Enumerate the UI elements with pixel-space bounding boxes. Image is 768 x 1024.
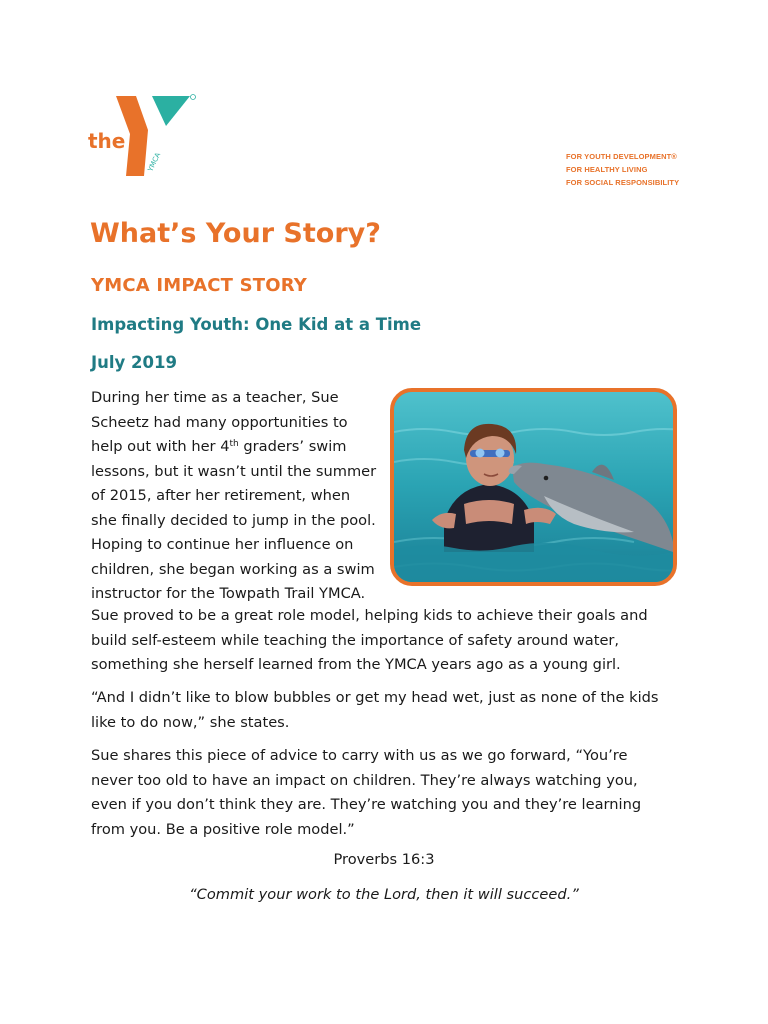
story-paragraph-1 [91, 386, 386, 607]
p3-line-2: never too old to have an impact on children. They’re always watching you, [91, 771, 638, 789]
logo-small-text: YMCA [146, 151, 163, 173]
logo-word: the [88, 129, 126, 153]
verse-reference: Proverbs 16:3 [333, 851, 435, 868]
ordinal-suffix: th [229, 439, 239, 449]
story-paragraph-1-continued [91, 604, 691, 678]
p3-line-4: from you. Be a positive role model.” [91, 820, 355, 838]
tagline-line-2: FOR HEALTHY LIVING [566, 165, 648, 174]
p1-line-6: she finally decided to jump in the pool. [91, 511, 376, 529]
tagline-line-3: FOR SOCIAL RESPONSIBILITY [566, 178, 680, 187]
story-photo [390, 388, 677, 586]
story-paragraph-3 [91, 744, 691, 842]
tagline [566, 150, 746, 189]
p1-line-8: children, she began working as a swim [91, 560, 375, 578]
p1c-line-1: Sue proved to be a great role model, helping kids to achieve their goals and [91, 607, 648, 624]
photo-woman-with-dolphin-icon [394, 392, 673, 582]
p2-line-2: like to do now,” she states. [91, 713, 290, 731]
tagline-line-1: FOR YOUTH DEVELOPMENT® [566, 152, 677, 161]
p1-line-2: Scheetz had many opportunities to [91, 413, 348, 431]
p1-line-5: of 2015, after her retirement, when [91, 487, 351, 504]
p1-line-3: help out with her 4th graders’ swim [91, 438, 347, 455]
story-paragraph-2 [91, 686, 691, 735]
p1-line-4: lessons, but it wasn’t until the summer [91, 462, 377, 480]
ymca-logo [86, 90, 198, 180]
verse-text: “Commit your work to the Lord, then it will succeed.” [189, 886, 579, 903]
story-headline: Impacting Youth: One Kid at a Time [91, 315, 422, 334]
p1c-line-2: build self-esteem while teaching the importance of safety around water, [91, 631, 620, 649]
p3-line-3: even if you don’t think they are. They’re watching you and they’re learning [91, 796, 642, 813]
p2-line-1: “And I didn’t like to blow bubbles or get my head wet, just as none of the kids [91, 689, 659, 706]
p1-line-1: During her time as a teacher, Sue [91, 389, 339, 406]
p1-line-9: instructor for the Towpath Trail YMCA. [91, 585, 366, 602]
page-title: What’s Your Story? [90, 218, 381, 249]
p3-line-1: Sue shares this piece of advice to carry with us as we go forward, “You’re [91, 747, 628, 764]
story-label: YMCA IMPACT STORY [91, 275, 308, 296]
p1-line-7: Hoping to continue her influence on [91, 536, 354, 553]
p1c-line-3: something she herself learned from the YMCA years ago as a young girl. [91, 656, 621, 673]
story-date: July 2019 [91, 353, 177, 372]
